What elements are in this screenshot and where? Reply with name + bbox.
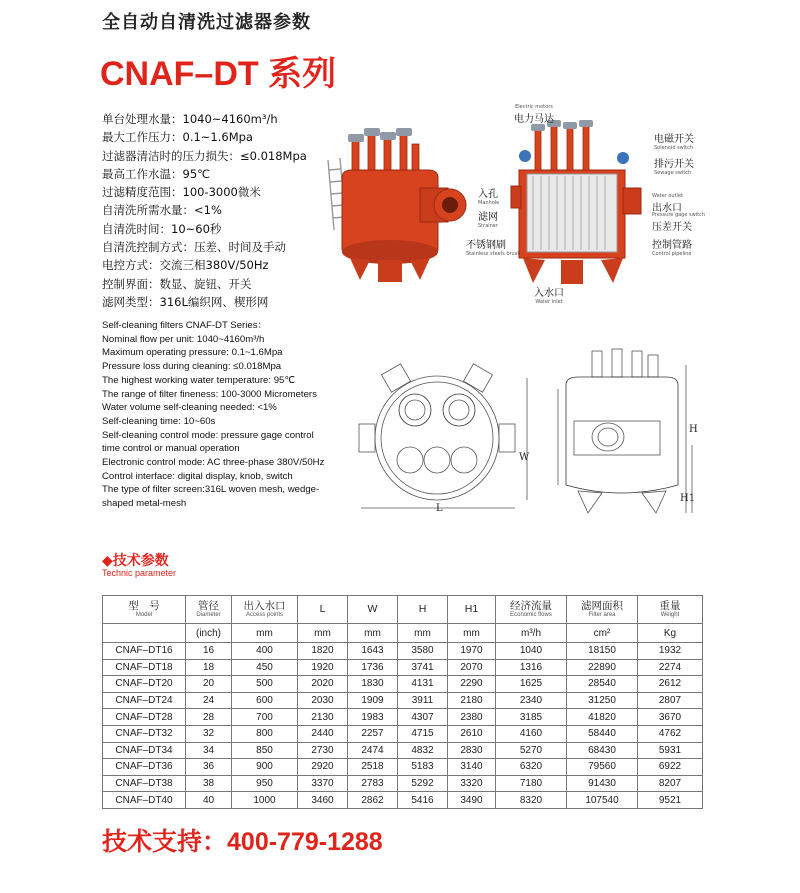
table-unit-cell: cm² xyxy=(567,624,638,643)
table-cell: 22890 xyxy=(567,659,638,676)
table-cell: 950 xyxy=(232,775,298,792)
spec-item: 自清洗控制方式：压差、时间及手动 xyxy=(102,240,286,255)
table-header-cell xyxy=(448,596,496,624)
table-cell: 6320 xyxy=(496,759,567,776)
table-header-cell xyxy=(232,596,298,624)
table-header-cell xyxy=(496,596,567,624)
spec-item: 单台处理水量：1040~4160m³/h xyxy=(102,112,278,126)
table-unit-cell xyxy=(103,624,186,643)
spec-item: 自清洗所需水量：<1% xyxy=(102,203,222,218)
table-header-cell xyxy=(638,596,703,624)
table-cell: CNAF–DT18 xyxy=(103,659,186,676)
table-cell: 3741 xyxy=(398,659,448,676)
table-unit-cell: mm xyxy=(348,624,398,643)
dim-label-w: W xyxy=(519,452,530,463)
support-label: 技术支持： xyxy=(102,828,228,856)
header-label: H1 xyxy=(464,603,479,615)
table-unit-cell: mm xyxy=(448,624,496,643)
table-cell: 5270 xyxy=(496,742,567,759)
filter-photo-illustration xyxy=(320,120,470,285)
spec-item-en: Pressure loss during cleaning: ≤0.018Mpa xyxy=(102,361,282,373)
table-units-row xyxy=(103,624,703,643)
spec-item: 最高工作水温：95℃ xyxy=(102,166,211,181)
header-label: 重量 xyxy=(659,599,681,612)
spec-item-en: Maximum operating pressure: 0.1~1.6Mpa xyxy=(102,347,283,359)
dim-label-h1: H1 xyxy=(680,493,696,504)
header-label: 管径 xyxy=(198,599,219,612)
table-cell: 24 xyxy=(186,692,232,709)
header-label: L xyxy=(319,603,326,615)
table-cell: 1909 xyxy=(348,692,398,709)
table-row xyxy=(103,676,703,693)
table-cell: 4762 xyxy=(638,725,703,742)
table-header-cell xyxy=(567,596,638,624)
callout-strainer: 滤网 Strainer xyxy=(478,212,498,229)
table-row xyxy=(103,775,703,792)
table-cell: 34 xyxy=(186,742,232,759)
tech-support xyxy=(102,822,383,858)
table-cell: CNAF–DT32 xyxy=(103,725,186,742)
table-cell: 40 xyxy=(186,792,232,809)
table-cell: 8320 xyxy=(496,792,567,809)
table-cell: 4832 xyxy=(398,742,448,759)
table-cell: 2274 xyxy=(638,659,703,676)
table-cell: CNAF–DT36 xyxy=(103,759,186,776)
table-header-row xyxy=(103,596,703,624)
spec-list-cn xyxy=(102,110,307,311)
table-cell: 2518 xyxy=(348,759,398,776)
dim-label-h: H xyxy=(689,424,698,435)
table-cell: 400 xyxy=(232,643,298,660)
table-cell: 8207 xyxy=(638,775,703,792)
table-cell: 4307 xyxy=(398,709,448,726)
spec-item-en: The type of filter screen:316L woven mesh, wedge- xyxy=(102,484,320,496)
table-cell: 31250 xyxy=(567,692,638,709)
table-unit-cell: m³/h xyxy=(496,624,567,643)
parameter-table xyxy=(102,595,703,809)
table-cell: CNAF–DT16 xyxy=(103,643,186,660)
spec-item-en: shaped metal-mesh xyxy=(102,498,187,510)
table-cell: 18 xyxy=(186,659,232,676)
table-cell: 900 xyxy=(232,759,298,776)
table-cell: 5292 xyxy=(398,775,448,792)
spec-item-en: Self-cleaning time: 10~60s xyxy=(102,415,216,427)
table-cell: 20 xyxy=(186,676,232,693)
spec-item: 最大工作压力：0.1~1.6Mpa xyxy=(102,130,253,145)
table-cell: 6922 xyxy=(638,759,703,776)
table-cell: 1000 xyxy=(232,792,298,809)
sewage-switch-shape xyxy=(617,152,629,164)
header-label: H xyxy=(418,603,427,615)
table-cell: 700 xyxy=(232,709,298,726)
table-cell: 18150 xyxy=(567,643,638,660)
table-cell: 1970 xyxy=(448,643,496,660)
table-unit-cell: mm xyxy=(398,624,448,643)
top-view-drawing xyxy=(355,360,535,515)
table-cell: 800 xyxy=(232,725,298,742)
table-row xyxy=(103,692,703,709)
table-row xyxy=(103,659,703,676)
table-cell: 3490 xyxy=(448,792,496,809)
table-cell: 28540 xyxy=(567,676,638,693)
series-title: CNAF–DT 系列 xyxy=(100,55,337,93)
table-cell: 2730 xyxy=(298,742,348,759)
table-cell: CNAF–DT38 xyxy=(103,775,186,792)
table-cell: 3370 xyxy=(298,775,348,792)
cutaway-pipes-shape xyxy=(535,126,589,170)
table-cell: 5931 xyxy=(638,742,703,759)
callout-manhole: 入孔 Manhole xyxy=(478,189,500,206)
table-cell: 3460 xyxy=(298,792,348,809)
table-cell: CNAF–DT20 xyxy=(103,676,186,693)
spec-item-en: Water volume self-cleaning needed: <1% xyxy=(102,402,277,414)
table-cell: 1983 xyxy=(348,709,398,726)
header-label: 滤网面积 xyxy=(581,599,623,612)
table-cell: 32 xyxy=(186,725,232,742)
table-cell: CNAF–DT40 xyxy=(103,792,186,809)
spec-item: 控制界面：数显、旋钮、开关 xyxy=(102,276,252,291)
table-cell: 4160 xyxy=(496,725,567,742)
spec-item-en: Control interface: digital display, knob, switch xyxy=(102,470,293,482)
header-sublabel: Filter area xyxy=(588,611,616,618)
callout-solenoid: 电磁开关 Solenoid switch xyxy=(654,134,694,151)
table-cell: CNAF–DT24 xyxy=(103,692,186,709)
table-cell: 7180 xyxy=(496,775,567,792)
table-cell: 9521 xyxy=(638,792,703,809)
table-cell: 1830 xyxy=(348,676,398,693)
callout-sewage: 排污开关 Sewage switch xyxy=(654,159,694,176)
table-cell: 2030 xyxy=(298,692,348,709)
table-cell: 2380 xyxy=(448,709,496,726)
table-cell: 1643 xyxy=(348,643,398,660)
table-cell: 1920 xyxy=(298,659,348,676)
header-label: 经济流量 xyxy=(510,599,552,612)
table-cell: 3580 xyxy=(398,643,448,660)
table-header-cell xyxy=(348,596,398,624)
table-cell: 450 xyxy=(232,659,298,676)
table-cell: 107540 xyxy=(567,792,638,809)
header-sublabel: Model xyxy=(135,611,153,618)
table-cell: 28 xyxy=(186,709,232,726)
table-cell: 38 xyxy=(186,775,232,792)
table-cell: 850 xyxy=(232,742,298,759)
spec-item-en: The highest working water temperature: 95℃ xyxy=(102,374,296,386)
spec-item-en: The range of filter fineness: 100-3000 Micrometers xyxy=(102,388,317,400)
table-cell: 1316 xyxy=(496,659,567,676)
table-cell: 16 xyxy=(186,643,232,660)
table-cell: CNAF–DT28 xyxy=(103,709,186,726)
table-cell: 3185 xyxy=(496,709,567,726)
table-cell: 2862 xyxy=(348,792,398,809)
table-header-cell xyxy=(103,596,186,624)
table-cell: 1040 xyxy=(496,643,567,660)
table-cell: 5416 xyxy=(398,792,448,809)
table-cell: 500 xyxy=(232,676,298,693)
callout-brush: 不锈钢刷 Stainless steels brush xyxy=(466,240,521,257)
spec-item-en: Self-cleaning control mode: pressure gage control xyxy=(102,429,314,441)
table-cell: 2474 xyxy=(348,742,398,759)
header-label: 型 号 xyxy=(128,599,160,612)
table-row xyxy=(103,742,703,759)
table-cell: 2257 xyxy=(348,725,398,742)
table-cell: 2340 xyxy=(496,692,567,709)
table-cell: 3320 xyxy=(448,775,496,792)
table-cell: 2783 xyxy=(348,775,398,792)
table-cell: 600 xyxy=(232,692,298,709)
spec-item: 滤网类型：316L编织网、楔形网 xyxy=(102,294,269,309)
table-cell: 2440 xyxy=(298,725,348,742)
support-phone: 400-779-1288 xyxy=(227,828,383,856)
callout-motor: Electric motors 电力马达 xyxy=(514,104,554,125)
header-label: W xyxy=(367,603,378,615)
table-cell: 2830 xyxy=(448,742,496,759)
table-unit-cell: mm xyxy=(232,624,298,643)
table-cell: 68430 xyxy=(567,742,638,759)
header-sublabel: Weight xyxy=(660,611,680,618)
table-cell: 2180 xyxy=(448,692,496,709)
header-sublabel: Diameter xyxy=(196,611,221,618)
header-label: 出入水口 xyxy=(243,599,286,612)
table-header-cell xyxy=(398,596,448,624)
table-unit-cell: (inch) xyxy=(186,624,232,643)
filter-cutaway-illustration xyxy=(505,118,645,293)
table-cell: 2807 xyxy=(638,692,703,709)
table-cell: 36 xyxy=(186,759,232,776)
table-cell: 2920 xyxy=(298,759,348,776)
table-cell: 3670 xyxy=(638,709,703,726)
table-row xyxy=(103,759,703,776)
table-row xyxy=(103,792,703,809)
table-cell: 3140 xyxy=(448,759,496,776)
table-header-cell xyxy=(298,596,348,624)
spec-item-en: time control or manual operation xyxy=(102,443,240,455)
table-cell: 2612 xyxy=(638,676,703,693)
callout-outlet: Water outlet 出水口 xyxy=(652,193,683,214)
table-unit-cell: mm xyxy=(298,624,348,643)
table-cell: 41820 xyxy=(567,709,638,726)
table-cell: 1820 xyxy=(298,643,348,660)
spec-item: 自清洗时间：10~60秒 xyxy=(102,221,222,236)
spec-item-en: Electronic control mode: AC three-phase 380V/50Hz xyxy=(102,457,325,469)
table-cell: 91430 xyxy=(567,775,638,792)
table-cell: 2020 xyxy=(298,676,348,693)
spec-item-en: Nominal flow per unit: 1040~4160m³/h xyxy=(102,333,265,345)
spec-item: 电控方式：交流三相380V/50Hz xyxy=(102,258,269,273)
callout-pressure: Pressure gage switch 压差开关 xyxy=(652,212,705,233)
table-row xyxy=(103,725,703,742)
header-sublabel: Access points xyxy=(245,611,284,618)
document-title: 全自动自清洗过滤器参数 xyxy=(102,12,311,33)
table-cell: 1625 xyxy=(496,676,567,693)
spec-item-en: Self-cleaning filters CNAF-DT Series： xyxy=(102,320,268,331)
table-cell: 2610 xyxy=(448,725,496,742)
spec-list-en xyxy=(102,319,347,511)
table-cell: 2070 xyxy=(448,659,496,676)
side-view-drawing xyxy=(548,345,698,520)
callout-inlet: 入水口 Water inlet xyxy=(534,288,564,305)
table-cell: 5183 xyxy=(398,759,448,776)
table-header-cell xyxy=(186,596,232,624)
table-cell: 4715 xyxy=(398,725,448,742)
table-row xyxy=(103,709,703,726)
table-cell: 1736 xyxy=(348,659,398,676)
header-sublabel: Economic flows xyxy=(510,611,552,618)
table-unit-cell: Kg xyxy=(638,624,703,643)
table-cell: 58440 xyxy=(567,725,638,742)
table-cell: 79560 xyxy=(567,759,638,776)
technic-parameter-heading: ◆技术参数 xyxy=(102,553,169,569)
table-cell: 4131 xyxy=(398,676,448,693)
table-row xyxy=(103,643,703,660)
solenoid-shape xyxy=(519,150,531,162)
table-cell: CNAF–DT34 xyxy=(103,742,186,759)
spec-item: 过滤精度范围：100-3000微米 xyxy=(102,185,261,200)
callout-pipeline: 控制管路 Control pipeline xyxy=(652,240,692,257)
table-cell: 3911 xyxy=(398,692,448,709)
table-cell: 2290 xyxy=(448,676,496,693)
table-cell: 2130 xyxy=(298,709,348,726)
table-cell: 1932 xyxy=(638,643,703,660)
technic-parameter-subheading: Technic parameter xyxy=(102,568,177,578)
dim-label-l: L xyxy=(436,503,443,514)
spec-item: 过滤器清洁时的压力损失：≤0.018Mpa xyxy=(102,148,307,163)
